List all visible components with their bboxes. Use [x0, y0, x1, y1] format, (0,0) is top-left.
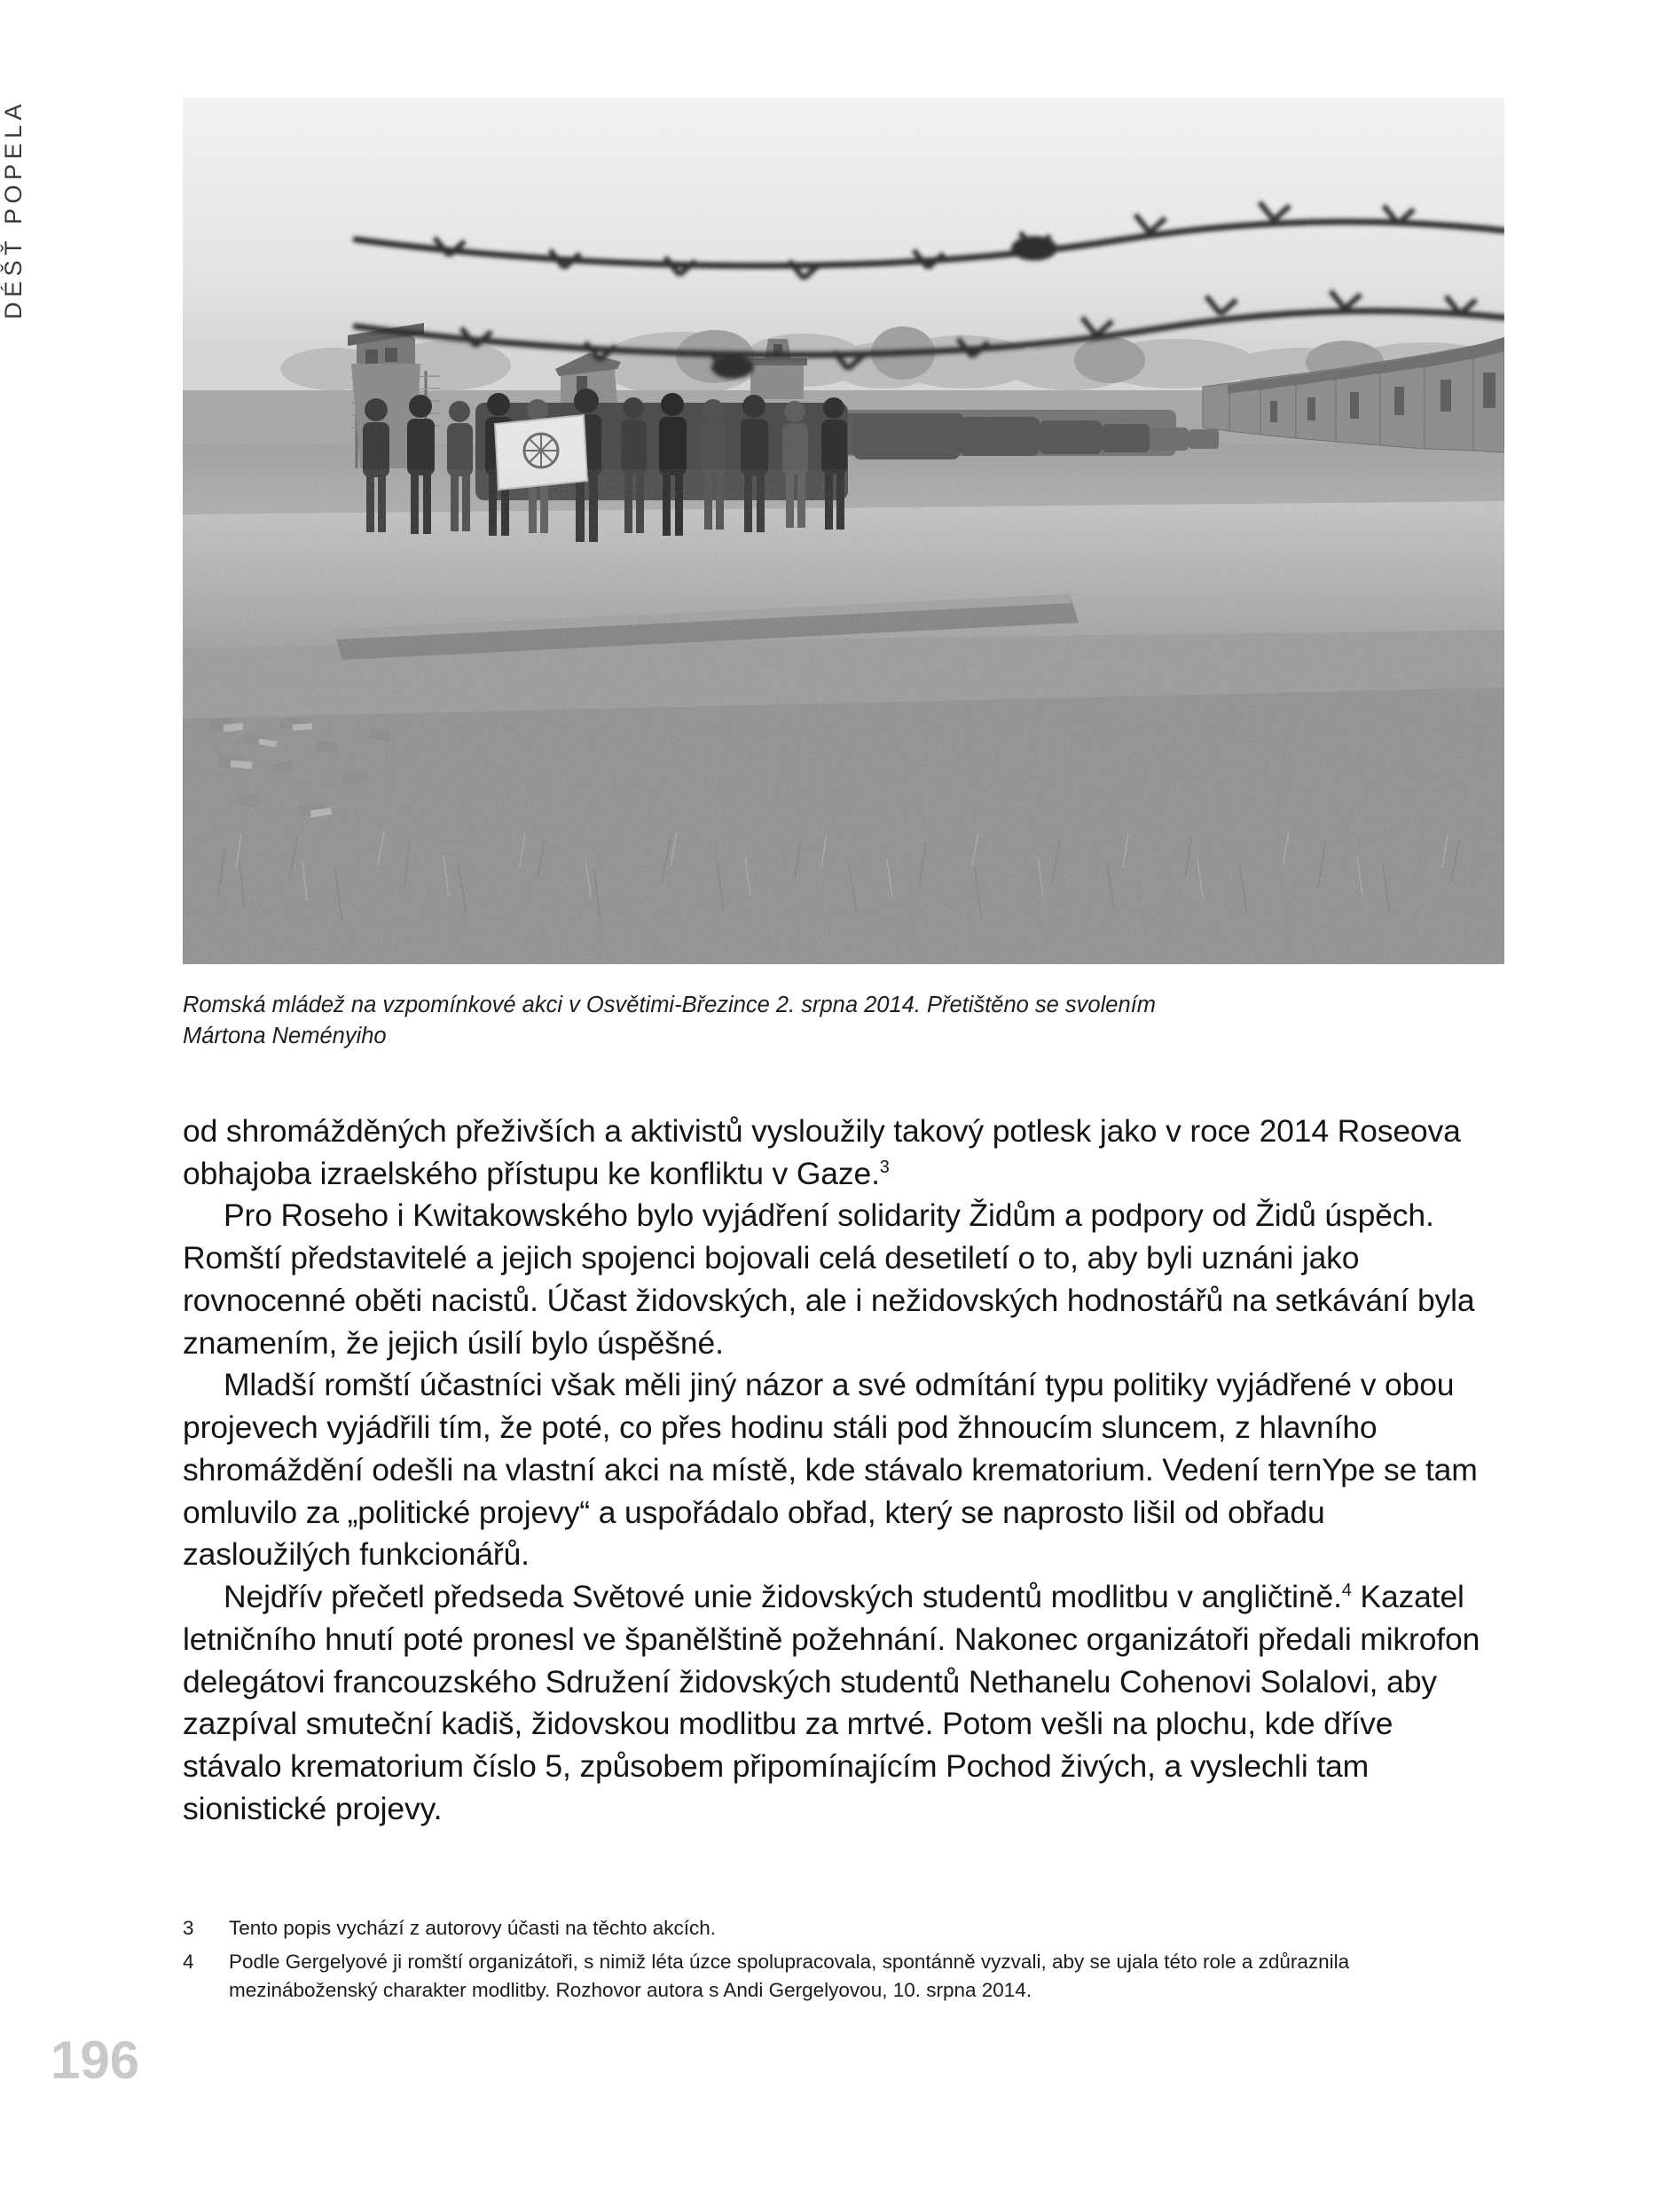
- figure-caption: [183, 990, 1300, 1051]
- body-paragraph: Pro Roseho i Kwitakowského bylo vyjádření solidarity Židům a podpory od Židů úspěch. Romští představitelé a jejich spojenci bojovali celá desetiletí o to, aby byli uznáni jako rovnocenné oběti nacistů. Účast židovských, ale i nežidovských hodnostářů na setkávání byla znamením, že jejich úsilí bylo úspěšné.: [183, 1197, 1475, 1361]
- footnote-item: [183, 1948, 1433, 2005]
- footnote-text: Tento popis vychází z autorovy účasti na těchto akcích.: [229, 1917, 717, 1939]
- footnote-number: 4: [183, 1950, 194, 1973]
- body-paragraph: Mladší romští účastníci však měli jiný názor a své odmítání typu politiky vyjádřené v obou projevech vyjádřili tím, že poté, co přes hodinu stáli pod žhnoucím sluncem, z hlavního shromáždění odešli na vlastní akci na místě, kde stávalo krematorium. Vedení ternYpe se tam omluvilo za „politické projevy“ a uspořádalo obřad, který se naprosto lišil od obřadu zasloužilých funkcionářů.: [183, 1367, 1478, 1573]
- body-text: [183, 1111, 1496, 1830]
- page-number: 196: [51, 2030, 140, 2090]
- footnote-number: 3: [183, 1917, 194, 1939]
- figure-caption-line-2: Mártona Neményiho: [183, 1023, 387, 1048]
- footnote-item: [183, 1914, 1433, 1943]
- figure-caption-line-1: Romská mládež na vzpomínkové akci v Osvětimi-Březince 2. srpna 2014. Přetištěno se svolením: [183, 993, 1156, 1017]
- body-paragraph: Nejdřív přečetl předseda Světové unie židovských studentů modlitbu v angličtině.$^4$ Kazatel letničního hnutí poté pronesl ve španělštině požehnání. Nakonec organizátoři předali mikrofon delegátovi francouzského Sdružení židovských studentů Nethanelu Cohenovi Solalovi, aby zazpíval smuteční kadiš, židovskou modlitbu za mrtvé. Potom vešli na plochu, kde dříve stávalo krematorium číslo 5, způsobem připomínajícím Pochod živých, a vyslechli tam sionistické projevy.: [183, 1579, 1480, 1826]
- photograph: [183, 98, 1504, 964]
- footnote-text: Podle Gergelyové ji romští organizátoři, s nimiž léta úzce spolupracovala, spontánně vyzvali, aby se ujala této role a zdůraznila mezináboženský charakter modlitby. Rozhovor autora s Andi Gergelyovou, 10. srpna 2014.: [229, 1950, 1350, 2001]
- body-paragraph: od shromážděných přeživších a aktivistů vysloužily takový potlesk jako v roce 2014 Roseova obhajoba izraelského přístupu ke konfliktu v Gaze.$^3$: [183, 1113, 1461, 1191]
- figure: [183, 98, 1504, 964]
- page-content: [170, 0, 1519, 2206]
- running-head: DÉŠŤ POPELA: [0, 98, 27, 319]
- footnotes: [183, 1914, 1433, 2010]
- photograph-illustration: [183, 98, 1504, 964]
